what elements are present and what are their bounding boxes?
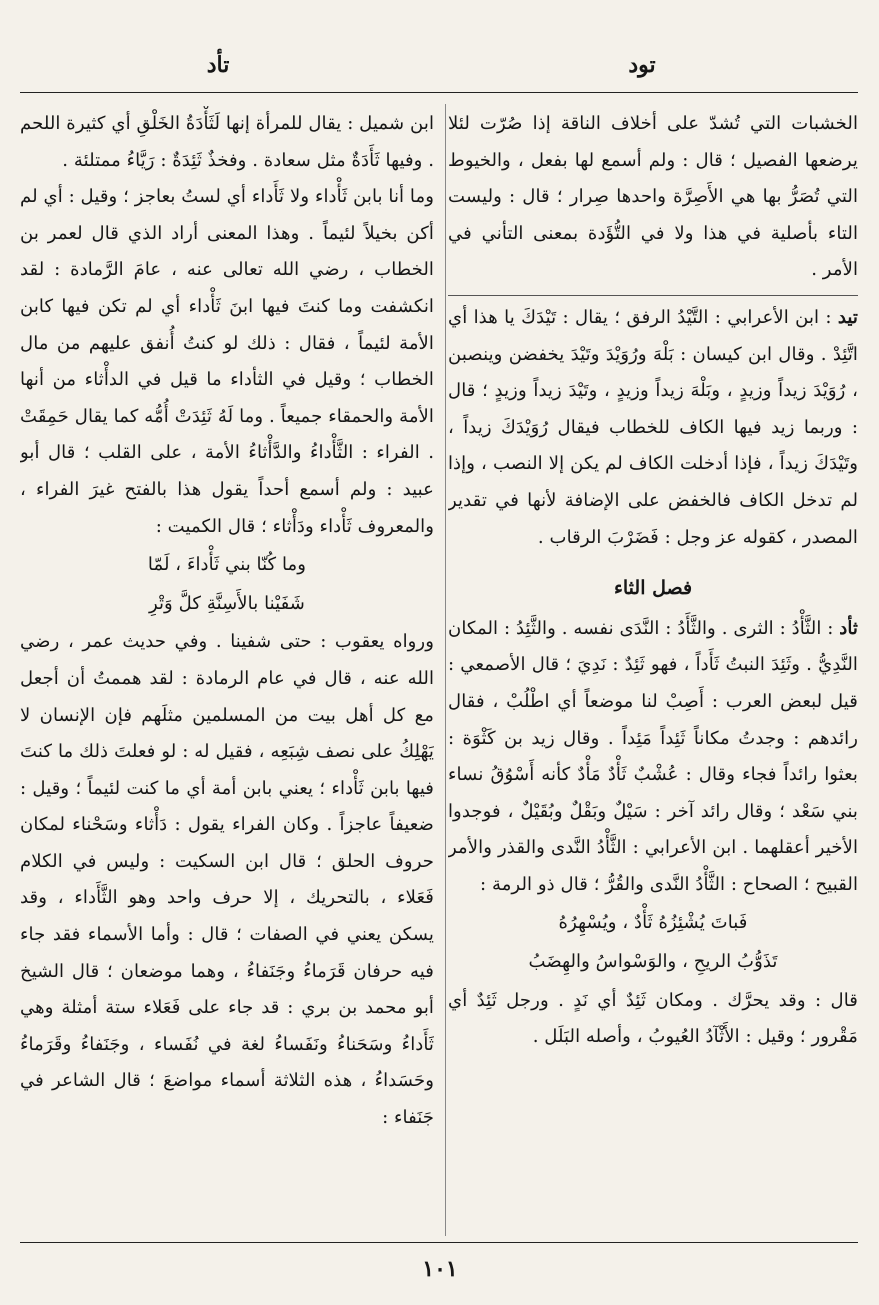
- entry-thaad-text: : الثَّأْدُ : الثرى . والثَّأَدُ : النَّدَى نفسه . والثَّئِدُ : المكان النَّدِيُّ . وثَئِدَ النبتُ ثَأَداً ، فهو ثَئِدٌ : نَدِيَ ؛ قال الأصمعي : قيل لبعض العرب : أَصِبْ لنا موضعاً أي اطْلُبْ ، فقال رائدهم : وجدتُ مكاناً ثَئِداً مَئِداً . وقال زيد بن كَثْوَة : بعثوا رائداً فجاء وقال : عُشْبٌ ثَأْدٌ مَأْدٌ كأنه أَسْوُقُ نساء بني سَعْد ؛ وقال رائد آخر : سَيْلٌ وبَقْلٌ وبُقَيْلٌ ، فوجدوا الأخير أعقلهما . ابن الأعرابي : الثَّأْدُ النَّدى والقذر والأمر القبيح ؛ الصحاح : الثَّأْدُ النَّدى والقُرُّ ؛ قال ذو الرمة :: [448, 617, 858, 895]
- header-rule: [20, 92, 858, 93]
- headword-thaad: ثأد: [839, 617, 858, 639]
- entry-tawd-continuation: الخشبات التي تُشدّ على أخلاف الناقة إذا صُرّت لئلا يرضعها الفصيل ؛ قال : ولم أسمع لها بفعل ، والخيوط التي تُصَرُّ بها هي الأَصِرَّة واحدها صِرار ؛ قال : وليست التاء بأصلية في هذا ولا في التُّؤَدة بمعنى التأني في الأمر .: [448, 113, 858, 281]
- verse-line: تَذَوُّبُ الريحِ ، والوَسْواسُ والهِضَبُ: [528, 951, 778, 973]
- column-divider: [445, 104, 446, 1236]
- paragraph: وما أنا بابن ثَأْداء ولا ثَأَداء أي لستُ بعاجز ؛ وقيل : أي لم أكن بخيلاً لئيماً . وهذا المعنى أراد الذي قال لعمر بن الخطاب ، رضي الله تعالى عنه ، عامَ الرَّمادة : لقد انكشفت وما كنتَ فيها ابنَ ثَأْداء أي لم تكن فيها كابن الأمة لئيماً ، فقال : ذلك لو كنتُ أُنفق عليهم من مال الخطاب ؛ وقيل في الثأداء ما قيل في الدأْثاء من أنها الأمة والحمقاء جميعاً . وما لَهُ ثَئِدَتْ أُمُّه كما يقال حَمِقَتْ . الفراء : الثَّأْداءُ والدَّأْثاءُ الأمة ، على القلب ؛ قال أبو عبيد : ولم أسمع أحداً يقول هذا بالفتح غيرَ الفراء ، والمعروف ثَأْداء ودَأْثاء ؛ قال الكميت :: [20, 186, 434, 537]
- page-number: ١٠١: [422, 1256, 458, 1282]
- running-head-right: تود: [628, 52, 656, 78]
- left-column: [20, 106, 434, 1236]
- section-title: فصل الثاء: [613, 577, 693, 600]
- verse-line: فَباتَ يُشْئِزُهُ ثَأْدٌ ، ويُسْهِرُهُ: [558, 912, 748, 934]
- entry-thaad-after-verse: قال : وقد يحرَّك . ومكان ثَئِدٌ أي نَدٍ . ورجل ثَئِدٌ أي مَقْرور ؛ وقيل : الأَثْآدُ العُيوبُ ، وأصله البَلَل .: [448, 989, 858, 1048]
- headword-tayd: تيد: [837, 306, 858, 328]
- paragraph: ورواه يعقوب : حتى شفينا . وفي حديث عمر ، رضي الله عنه ، قال في عام الرمادة : لقد هممتُ أن أجعل مع كل أهل بيت من المسلمين مثلَهم فإن الإنسان لا يَهْلِكُ على نصف شِبَعِه ، فقيل له : لو فعلتَ ذلك ما كنتَ فيها بابن ثَأْداء ؛ يعني بابن أمة أي ما كنت لئيماً ؛ وقيل : ضعيفاً عاجزاً . وكان الفراء يقول : دَأْثاء وسَحْناء لمكان حروف الحلق ؛ قال ابن السكيت : وليس في الكلام فَعَلاء ، بالتحريك ، إلا حرف واحد وهو الثَّأَداء ، وقد يسكن يعني في الصفات ؛ قال : وأما الأسماء فقد جاء فيه حرفان قَرَماءُ وجَنَفاءُ ، وهما موضعان ؛ قال الشيخ أبو محمد بن بري : قد جاء على فَعَلاء ستة أمثلة وهي ثَأَداءُ وسَحَناءُ ونَفَساءُ لغة في نُفَساء ، وجَنَفاءُ وقَرَماءُ وحَسَداءُ ، هذه الثلاثة أسماء مواضعَ ؛ قال الشاعر في جَنَفاء :: [20, 631, 434, 1129]
- running-head-left: تأد: [206, 52, 230, 78]
- entry-separator: [448, 295, 858, 296]
- footer-rule: [20, 1242, 858, 1243]
- paragraph: ابن شميل : يقال للمرأة إنها لَثَأْدَةُ الخَلْقِ أي كثيرة اللحم . وفيها ثَأَدَةٌ مثل سعادة . وفخذٌ ثَئِدَةٌ : رَيَّاءُ ممتلئة .: [20, 113, 434, 171]
- verse-line: شَفَيْنا بالأَسِنَّةِ كلَّ وَتْرِ: [148, 592, 306, 614]
- entry-thaad: [448, 611, 858, 904]
- entry-tayd-text: : ابن الأعرابي : التَّيْدُ الرفق ؛ يقال : تَيْدَكَ يا هذا أي اتَّئِدْ . وقال ابن كيسان : بَلْهَ ورُوَيْدَ وتَيْدَ يخفضن وينصبن ، رُوَيْدَ زيداً وزيدٍ ، وبَلْهَ زيداً وزيدٍ ، وتَيْدَ زيداً وزيدٍ ؛ قال : وربما زيد فيها الكاف للخطاب فيقال رُوَيْدَكَ زيداً ، وتَيْدَكَ زيداً ، فإذا أدخلت الكاف لم يكن إلا النصب ، وإذا لم تدخل الكاف فالخفض على الإضافة لأنها في تقدير المصدر ، كقوله عز وجل : فَضَرْبَ الرقاب .: [448, 306, 858, 548]
- verse-line: وما كُنّا بني ثَأْداءَ ، لَمّا: [147, 554, 307, 576]
- right-column: [448, 106, 858, 1236]
- entry-tayd: [448, 300, 858, 556]
